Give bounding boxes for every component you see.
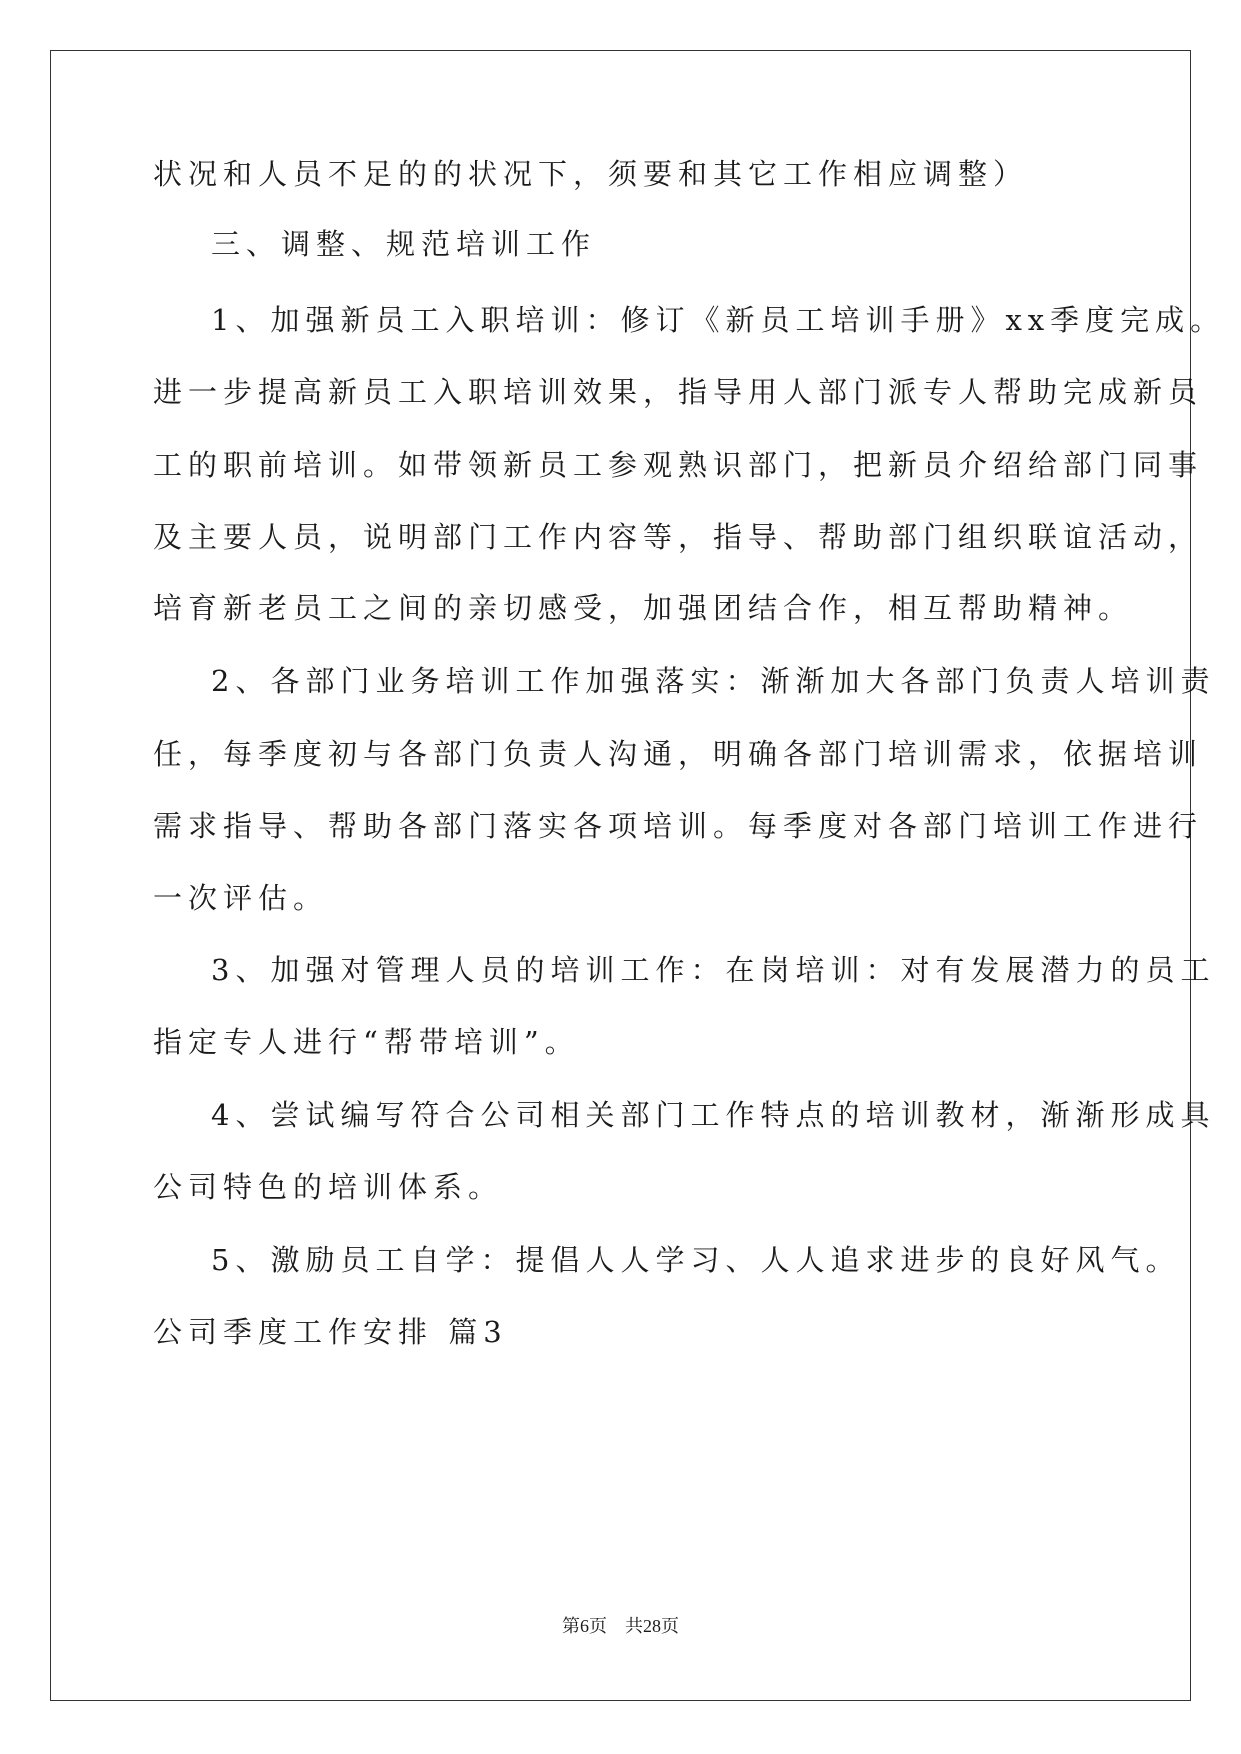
paragraph-line: 状况和人员不足的的状况下，须要和其它工作相应调整） [153,157,1029,191]
paragraph-line: 进一步提高新员工入职培训效果，指导用人部门派专人帮助完成新员 [153,375,1204,409]
paragraph-line: 培育新老员工之间的亲切感受，加强团结合作，相互帮助精神。 [153,591,1134,625]
paragraph-line: 2、各部门业务培训工作加强落实：渐渐加大各部门负责人培训责 [211,664,1216,698]
paragraph-line: 公司特色的培训体系。 [153,1170,504,1204]
paragraph-line: 3、加强对管理人员的培训工作：在岗培训：对有发展潜力的员工 [211,953,1216,987]
paragraph-line: 工的职前培训。如带领新员工参观熟识部门，把新员介绍给部门同事 [153,448,1204,482]
page-border [50,50,1191,1701]
paragraph-line: 1、加强新员工入职培训：修订《新员工培训手册》xx季度完成。 [211,303,1226,337]
section-title: 公司季度工作安排 篇3 [153,1315,508,1349]
paragraph-line: 需求指导、帮助各部门落实各项培训。每季度对各部门培训工作进行 [153,809,1204,843]
paragraph-line: 及主要人员，说明部门工作内容等，指导、帮助部门组织联谊活动， [153,520,1204,554]
section-heading: 三、调整、规范培训工作 [211,227,597,261]
paragraph-line: 一次评估。 [153,881,329,915]
paragraph-line: 指定专人进行“帮带培训”。 [153,1025,580,1059]
paragraph-line: 5、激励员工自学：提倡人人学习、人人追求进步的良好风气。 [211,1243,1181,1277]
page-number-footer: 第6页 共28页 [562,1616,679,1636]
paragraph-line: 4、尝试编写符合公司相关部门工作特点的培训教材，渐渐形成具 [211,1098,1216,1132]
paragraph-line: 任，每季度初与各部门负责人沟通，明确各部门培训需求，依据培训 [153,737,1204,771]
